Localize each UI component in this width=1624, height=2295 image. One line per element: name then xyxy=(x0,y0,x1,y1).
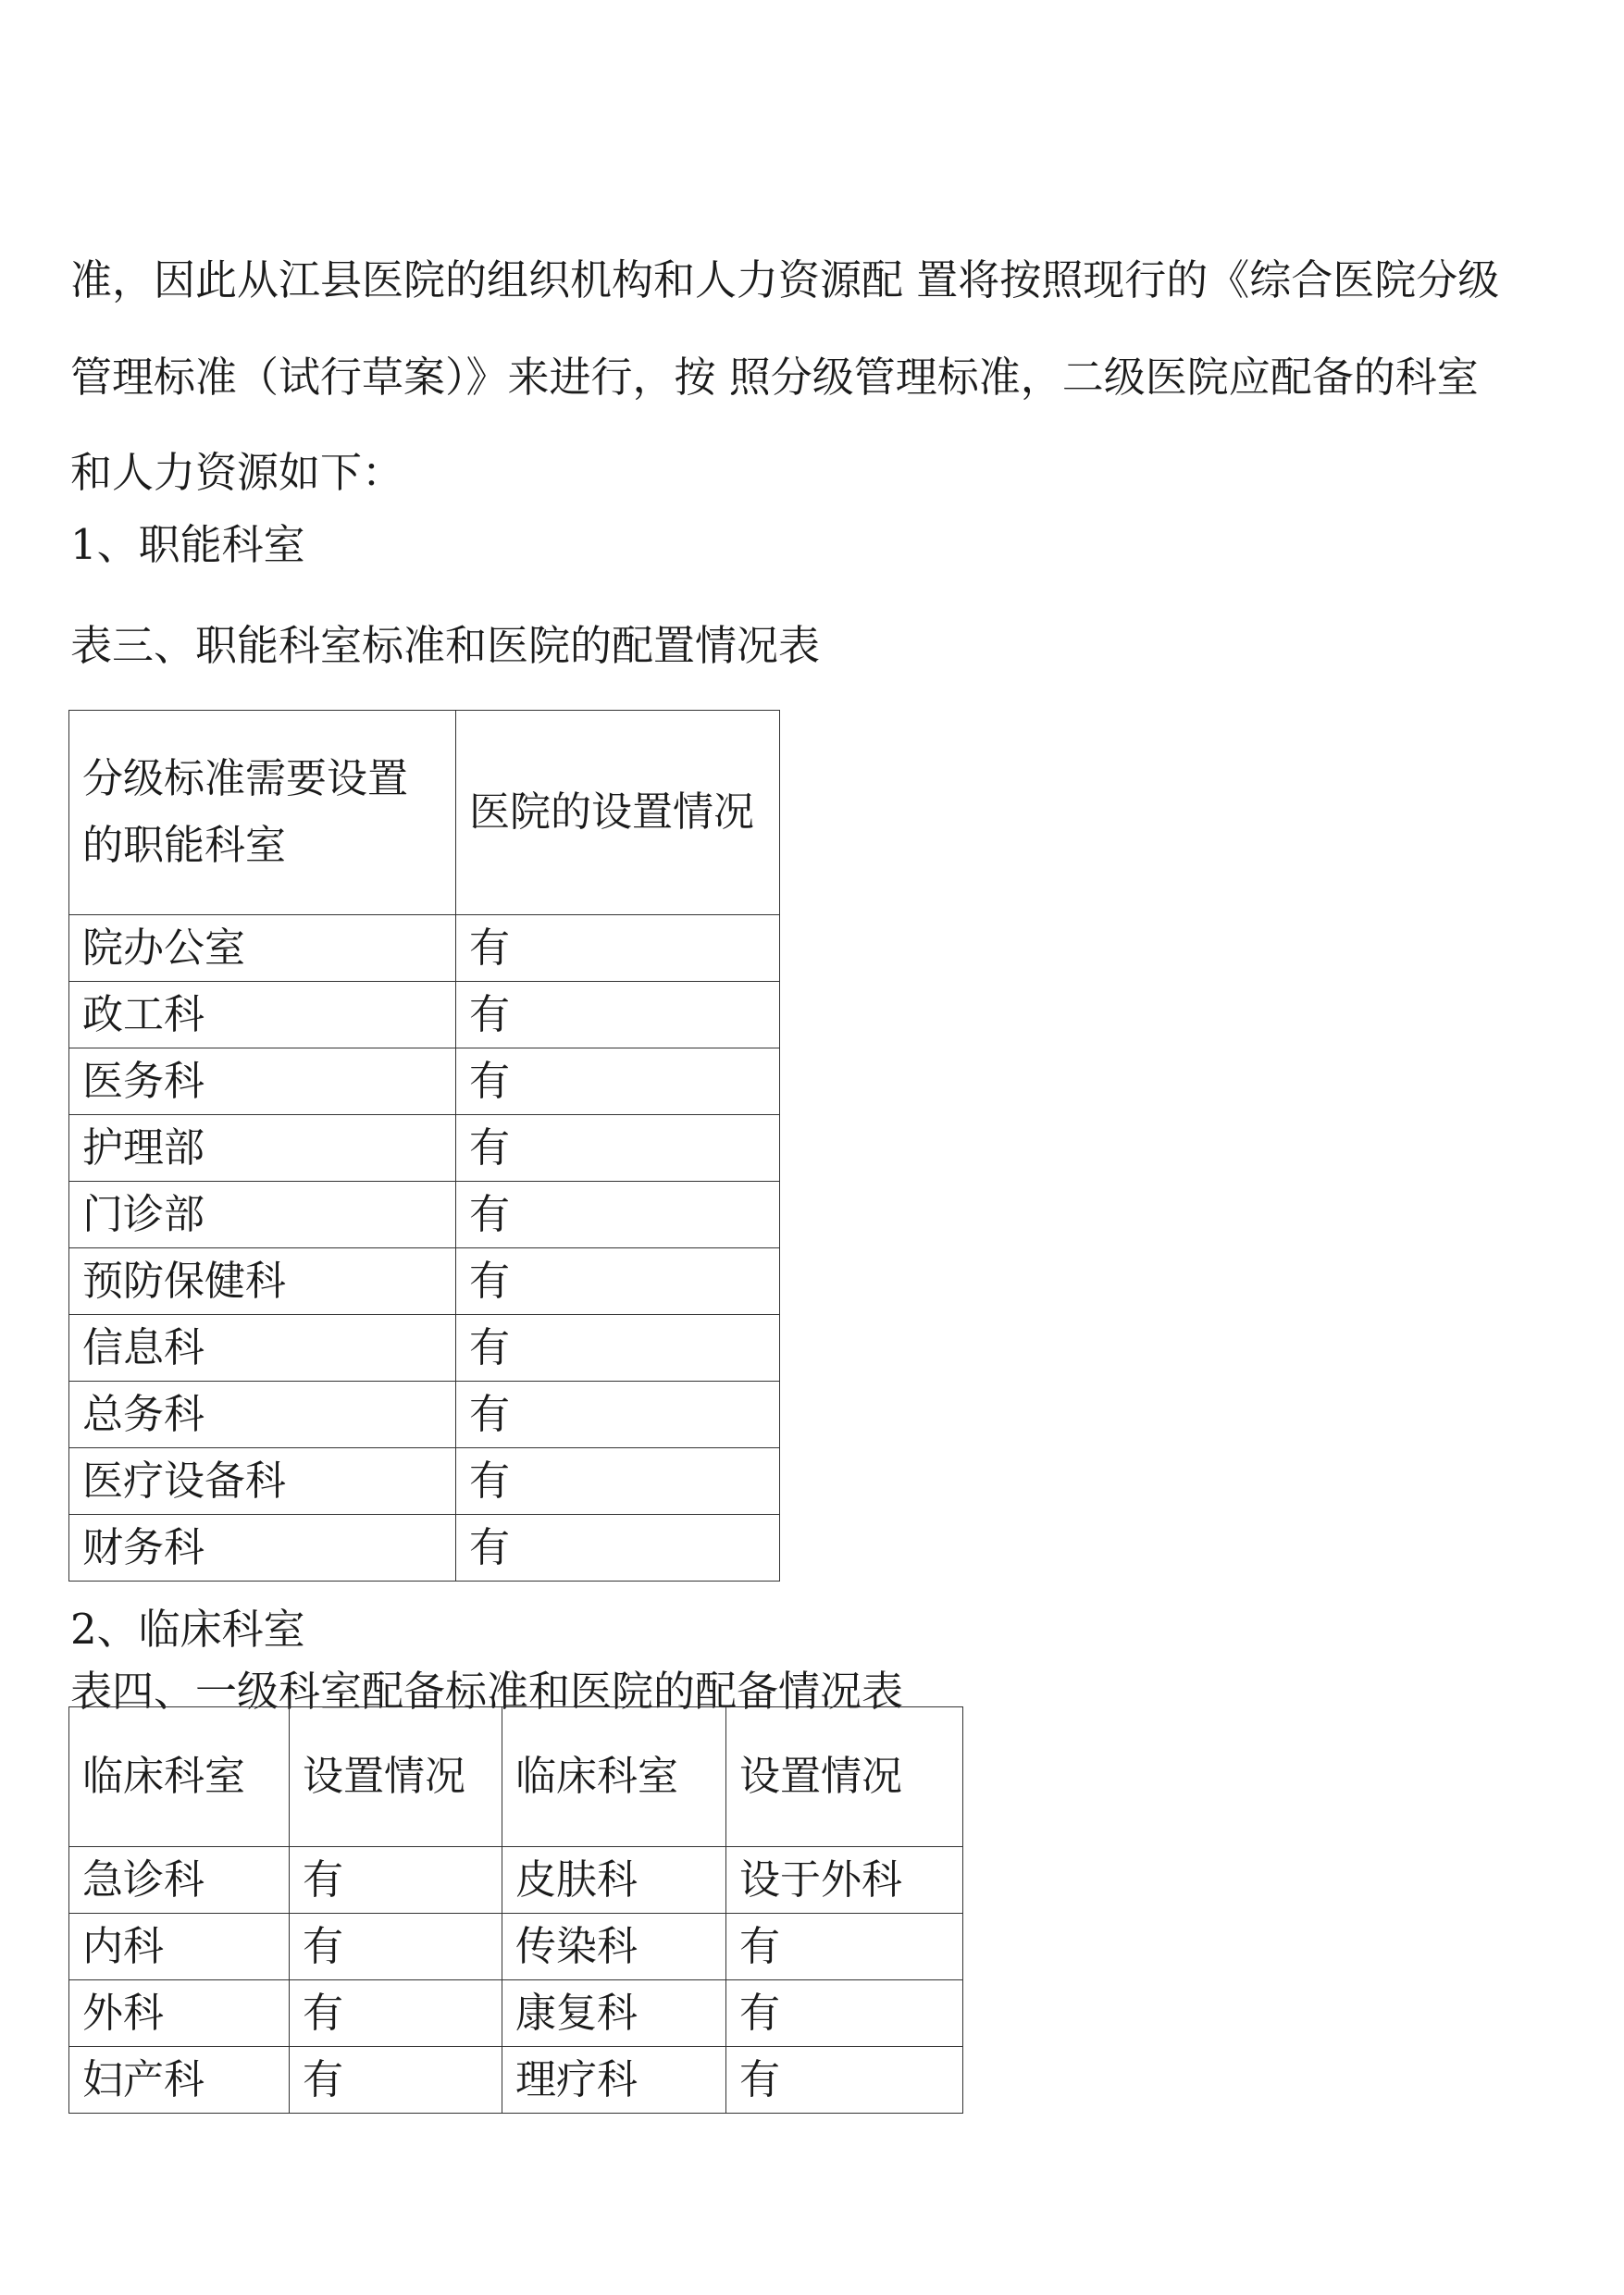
table-cell: 外科 xyxy=(69,1980,290,2047)
table-header-cell: 医院的设置情况 xyxy=(456,711,780,915)
table-cell: 有 xyxy=(456,1315,780,1382)
table-cell: 医务科 xyxy=(69,1048,456,1115)
table-cell: 财务科 xyxy=(69,1515,456,1582)
table-row xyxy=(69,2047,963,2114)
table-cell: 有 xyxy=(290,1980,502,2047)
table-cell: 有 xyxy=(456,1382,780,1448)
table-cell: 理疗科 xyxy=(502,2047,726,2114)
table-cell: 院办公室 xyxy=(69,915,456,982)
table-row xyxy=(69,1515,780,1582)
table-row xyxy=(69,1847,963,1914)
table-cell: 有 xyxy=(456,915,780,982)
table-row xyxy=(69,915,780,982)
table-header-cell: 分级标准需要设置的职能科室 xyxy=(69,711,456,915)
table-header-row xyxy=(69,1707,963,1847)
table-cell: 皮肤科 xyxy=(502,1847,726,1914)
table-header-cell: 设置情况 xyxy=(290,1707,502,1847)
table-cell: 妇产科 xyxy=(69,2047,290,2114)
table-cell: 信息科 xyxy=(69,1315,456,1382)
table-cell: 有 xyxy=(456,982,780,1048)
table-functional-departments xyxy=(68,710,780,1582)
table-cell: 急诊科 xyxy=(69,1847,290,1914)
section-heading-clinical-departments: 2、临床科室 xyxy=(70,1605,305,1654)
table-header-cell: 临床科室 xyxy=(502,1707,726,1847)
table-row xyxy=(69,1182,780,1248)
table-row xyxy=(69,1914,963,1980)
table-row xyxy=(69,982,780,1048)
table-cell: 有 xyxy=(290,1914,502,1980)
table-cell: 康复科 xyxy=(502,1980,726,2047)
table-row xyxy=(69,1315,780,1382)
table-row xyxy=(69,1382,780,1448)
table-clinical-departments xyxy=(68,1706,963,2114)
table-cell: 有 xyxy=(456,1182,780,1248)
table-cell: 有 xyxy=(290,2047,502,2114)
table-cell: 有 xyxy=(726,2047,963,2114)
table-cell: 总务科 xyxy=(69,1382,456,1448)
table-cell: 有 xyxy=(456,1515,780,1582)
table-row xyxy=(69,1115,780,1182)
table-cell: 有 xyxy=(290,1847,502,1914)
table-row xyxy=(69,1448,780,1515)
table-cell: 设于外科 xyxy=(726,1847,963,1914)
table-cell: 有 xyxy=(726,1914,963,1980)
table-row xyxy=(69,1248,780,1315)
table3-caption: 表三、职能科室标准和医院的配置情况表 xyxy=(70,621,821,670)
table-cell: 预防保健科 xyxy=(69,1248,456,1315)
table-cell: 护理部 xyxy=(69,1115,456,1182)
table-header-cell: 临床科室 xyxy=(69,1707,290,1847)
body-paragraph-line-2: 管理标准（试行草案）》来进行，按 照分级管理标准，二级医院应配备的科室 xyxy=(70,353,1479,402)
table-cell: 有 xyxy=(456,1115,780,1182)
table-cell: 医疗设备科 xyxy=(69,1448,456,1515)
section-heading-functional-departments: 1、职能科室 xyxy=(70,520,305,569)
table4-caption: 表四、一级科室配备标准和医院的配备情况表 xyxy=(70,1667,904,1716)
table-row xyxy=(69,1048,780,1115)
table-cell: 有 xyxy=(456,1048,780,1115)
table-header-cell: 设置情况 xyxy=(726,1707,963,1847)
table-header-row xyxy=(69,711,780,915)
body-paragraph-line-3: 和人力资源如下： xyxy=(70,448,404,497)
table-cell: 有 xyxy=(456,1448,780,1515)
table-cell: 有 xyxy=(456,1248,780,1315)
table-row xyxy=(69,1980,963,2047)
table-cell: 内科 xyxy=(69,1914,290,1980)
table-cell: 政工科 xyxy=(69,982,456,1048)
table-cell: 有 xyxy=(726,1980,963,2047)
table-cell: 门诊部 xyxy=(69,1182,456,1248)
table-cell: 传染科 xyxy=(502,1914,726,1980)
body-paragraph-line-1: 准，因此从江县医院的组织机构和人力资源配 置将按照现行的《综合医院分级 xyxy=(70,255,1500,304)
